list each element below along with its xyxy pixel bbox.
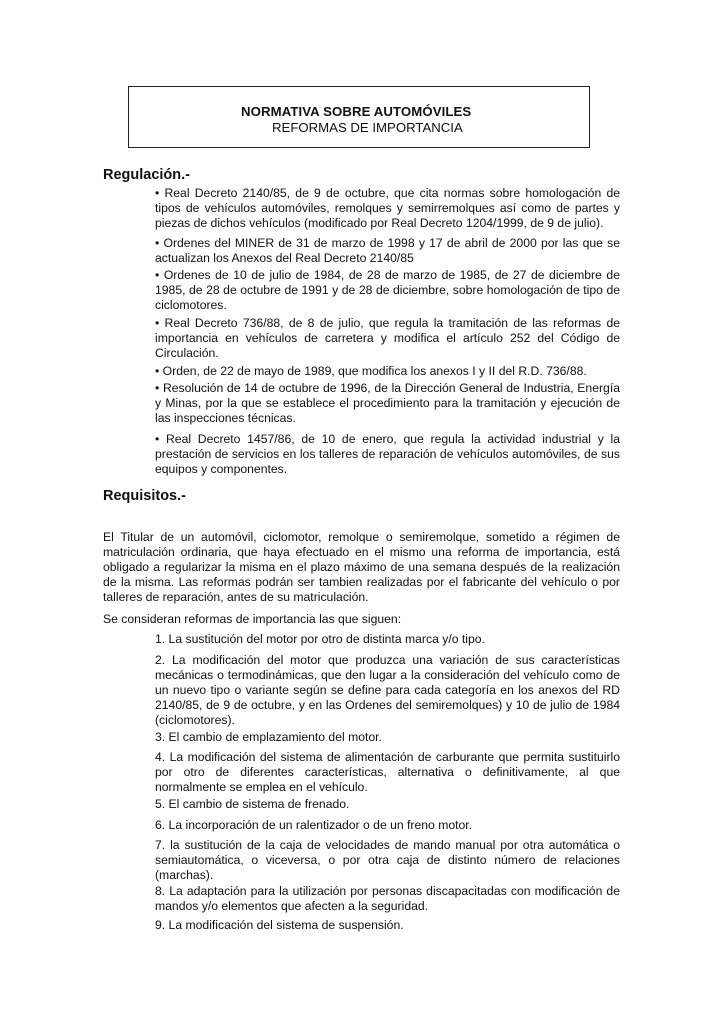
regulacion-item: • Real Decreto 736/88, de 8 de julio, que regula la tramitación de las reformas de importancia en vehículos de carretera y modifica el artículo 252 del Código de Circulación. (155, 316, 620, 360)
regulacion-item: • Orden, de 22 de mayo de 1989, que modifica los anexos I y II del R.D. 736/88. (155, 364, 587, 378)
requisitos-paragraph: El Titular de un automóvil, ciclomotor, remolque o semiremolque, sometido a régimen de matriculación ordinaria, que haya efectuado en el mismo una reforma de importancia, está obligado a regularizar la misma en el plazo máximo de una semana después de la realización de la misma. Las reformas podrán ser tambien realizadas por el fabricante del vehículo o por talleres de reparación, antes de su matriculación. (103, 530, 620, 604)
reforma-item: 4. La modificación del sistema de alimentación de carburante que permita sustituirlo por otro de diferentes características, alternativa o definitivamente, al que normalmente se emplea en el vehículo. (155, 750, 620, 794)
reforma-item: 8. La adaptación para la utilización por personas discapacitadas con modificación de mandos y/o elementos que afecten a la seguridad. (155, 884, 620, 913)
requisitos-heading: Requisitos.- (103, 488, 186, 504)
reforma-item: 2. La modificación del motor que produzca una variación de sus características mecánicas o termodinámicas, que den lugar a la consideración del vehículo como de un nuevo tipo o variante según se define para cada categoría en los anexos del RD 2140/85, de 9 de octubre, y en las Ordenes del semiremolques) y 10 de julio de 1984 (ciclomotores). (155, 653, 620, 727)
reforma-item: 9. La modificación del sistema de suspensión. (155, 918, 404, 932)
reforma-item: 3. El cambio de emplazamiento del motor. (155, 730, 382, 744)
regulacion-item: • Ordenes de 10 de julio de 1984, de 28 de marzo de 1985, de 27 de diciembre de 1985, de 28 de octubre de 1991 y de 28 de diciembre, sobre homologación de tipo de ciclomotores. (155, 268, 620, 312)
reforma-item: 6. La incorporación de un ralentizador o de un freno motor. (155, 818, 473, 832)
reforma-item: 7. la sustitución de la caja de velocidades de mando manual por otra automática o semiautomática, o viceversa, o por otra caja de distinto número de relaciones (marchas). (155, 838, 620, 882)
document-subtitle: REFORMAS DE IMPORTANCIA (272, 120, 463, 135)
regulacion-item: • Real Decreto 2140/85, de 9 de octubre, que cita normas sobre homologación de tipos de vehículos automóviles, remolques y semirremolques así como de partes y piezas de dichos vehículos (modificado por Real Decreto 1204/1999, de 9 de julio). (155, 186, 620, 230)
reforma-item: 1. La sustitución del motor por otro de distinta marca y/o tipo. (155, 632, 485, 646)
reformas-intro: Se consideran reformas de importancia las que siguen: (103, 612, 402, 626)
document-title: NORMATIVA SOBRE AUTOMÓVILES (241, 104, 472, 119)
regulacion-heading: Regulación.- (103, 167, 191, 183)
reforma-item: 5. El cambio de sistema de frenado. (155, 797, 350, 811)
regulacion-item: • Real Decreto 1457/86, de 10 de enero, que regula la actividad industrial y la prestación de servicios en los talleres de reparación de vehículos automóviles, de sus equipos y componentes. (155, 432, 620, 476)
regulacion-item: • Resolución de 14 de octubre de 1996, de la Dirección General de Industria, Energía y Minas, por la que se establece el procedimiento para la tramitación y ejecución de las inspecciones técnicas. (155, 381, 620, 425)
regulacion-item: • Ordenes del MINER de 31 de marzo de 1998 y 17 de abril de 2000 por las que se actualizan los Anexos del Real Decreto 2140/85 (155, 236, 620, 265)
